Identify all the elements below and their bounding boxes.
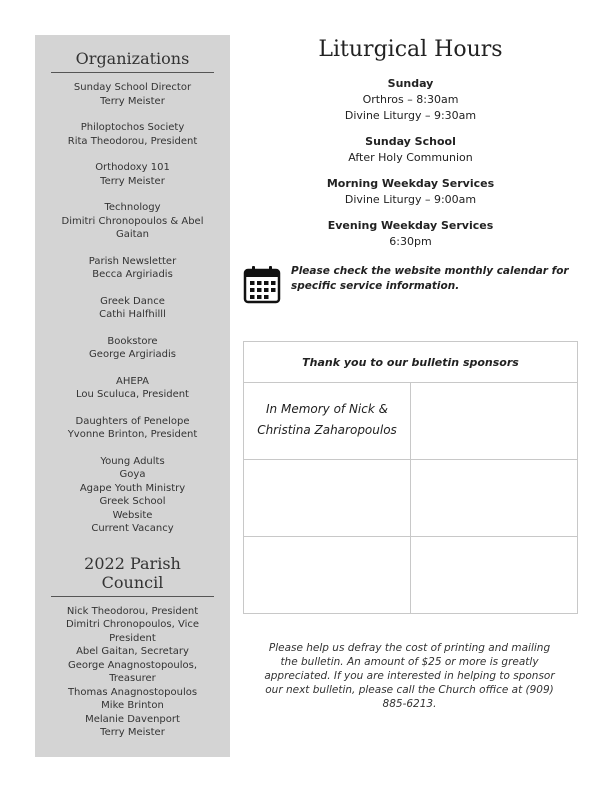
org-name: Orthodoxy 101: [95, 162, 170, 173]
org-name: Parish Newsletter: [88, 255, 177, 267]
service-block: [243, 176, 578, 208]
table-row: [244, 342, 578, 383]
sponsor-text: [411, 460, 577, 476]
org-person: George Argiriadis: [89, 349, 176, 360]
org-item: [45, 121, 220, 148]
council-member: Abel Gaitan, Secretary: [76, 646, 189, 657]
youth-item: Current Vacancy: [91, 523, 174, 534]
service-heading: Sunday: [387, 77, 434, 90]
org-person: Dimitri Chronopoulos & Abel Gaitan: [61, 215, 204, 240]
youth-item: Greek School: [99, 496, 166, 507]
service-line: After Holy Communion: [348, 151, 473, 164]
org-person: Cathi Halfhilll: [99, 309, 166, 320]
organizations-heading: Organizations: [51, 49, 214, 73]
org-name: Sunday School Director: [73, 82, 192, 93]
sponsor-cell: [411, 460, 578, 537]
org-item: [45, 415, 220, 442]
org-person: Rita Theodorou, President: [67, 135, 198, 147]
sponsor-cell: [411, 383, 578, 460]
youth-item: Young Adults: [100, 455, 165, 467]
calendar-notice: [243, 264, 578, 304]
page-title: Liturgical Hours: [318, 37, 503, 62]
service-line: Divine Liturgy – 9:00am: [344, 193, 477, 206]
council-member: George Anagnostopoulos, Treasurer: [67, 659, 198, 684]
service-heading: Sunday School: [365, 135, 456, 148]
service-line: Orthros – 8:30am: [362, 93, 459, 106]
org-item: [45, 375, 220, 402]
main-content: [243, 35, 578, 304]
org-name: Daughters of Penelope: [75, 415, 190, 427]
sponsor-cell: [244, 383, 411, 460]
council-list: [49, 605, 216, 740]
org-item: [45, 295, 220, 322]
service-heading: Evening Weekday Services: [327, 219, 494, 232]
service-block: [243, 134, 578, 166]
service-heading: Morning Weekday Services: [326, 177, 495, 190]
org-person: Yvonne Brinton, President: [67, 429, 198, 440]
org-person: Becca Argiriadis: [92, 269, 173, 280]
youth-ministries: [45, 455, 220, 536]
sponsorship-note: Please help us defray the cost of printing and mailing the bulletin. An amount of $25 or more is greatly appreciated. If you are interested in helping to sponsor our next bulletin, please call the Church office at (909) 885-6213.: [264, 642, 555, 710]
sponsor-text: In Memory of Nick & Christina Zaharopoulos: [257, 402, 397, 437]
org-name: Greek Dance: [100, 295, 165, 307]
organizations-list: [35, 81, 230, 536]
table-row: [244, 460, 578, 537]
youth-item: Website: [112, 509, 153, 521]
org-name: AHEPA: [116, 375, 149, 387]
council-member: Dimitri Chronopoulos, Vice President: [65, 619, 200, 644]
youth-item: Goya: [119, 469, 146, 480]
org-name: Philoptochos Society: [80, 122, 185, 133]
sponsors-header: Thank you to our bulletin sponsors: [244, 342, 578, 383]
council-member: Mike Brinton: [101, 700, 164, 711]
service-block: [243, 76, 578, 124]
org-item: [45, 161, 220, 188]
sponsor-cell: [244, 537, 411, 614]
council-member: Terry Meister: [100, 727, 165, 738]
council-member: Nick Theodorou, President: [66, 605, 199, 617]
org-item: [45, 81, 220, 108]
sponsor-text: [244, 537, 410, 553]
table-row: [244, 383, 578, 460]
calendar-notice-text: Please check the website monthly calendar for specific service information.: [291, 265, 569, 292]
council-member: Thomas Anagnostopoulos: [67, 686, 198, 698]
service-block: [243, 218, 578, 250]
sponsors-table: [243, 341, 578, 614]
org-item: [45, 335, 220, 362]
org-person: Terry Meister: [100, 175, 165, 187]
service-line: Divine Liturgy – 9:30am: [344, 109, 477, 122]
sponsor-cell: [411, 537, 578, 614]
org-item: [45, 201, 220, 242]
sponsor-text: [411, 383, 577, 399]
calendar-icon: [243, 264, 281, 304]
sponsor-cell: [244, 460, 411, 537]
council-member: Melanie Davenport: [85, 713, 180, 725]
org-name: Bookstore: [107, 335, 158, 347]
youth-item: Agape Youth Ministry: [79, 482, 186, 494]
service-line: 6:30pm: [389, 235, 432, 248]
org-name: Technology: [104, 202, 161, 213]
council-heading: 2022 Parish Council: [51, 554, 214, 597]
table-row: [244, 537, 578, 614]
org-person: Lou Sculuca, President: [76, 389, 189, 400]
org-item: [45, 255, 220, 282]
sponsor-text: [244, 460, 410, 476]
sidebar: [35, 35, 230, 757]
sponsor-text: [411, 537, 577, 553]
org-person: Terry Meister: [100, 95, 165, 107]
